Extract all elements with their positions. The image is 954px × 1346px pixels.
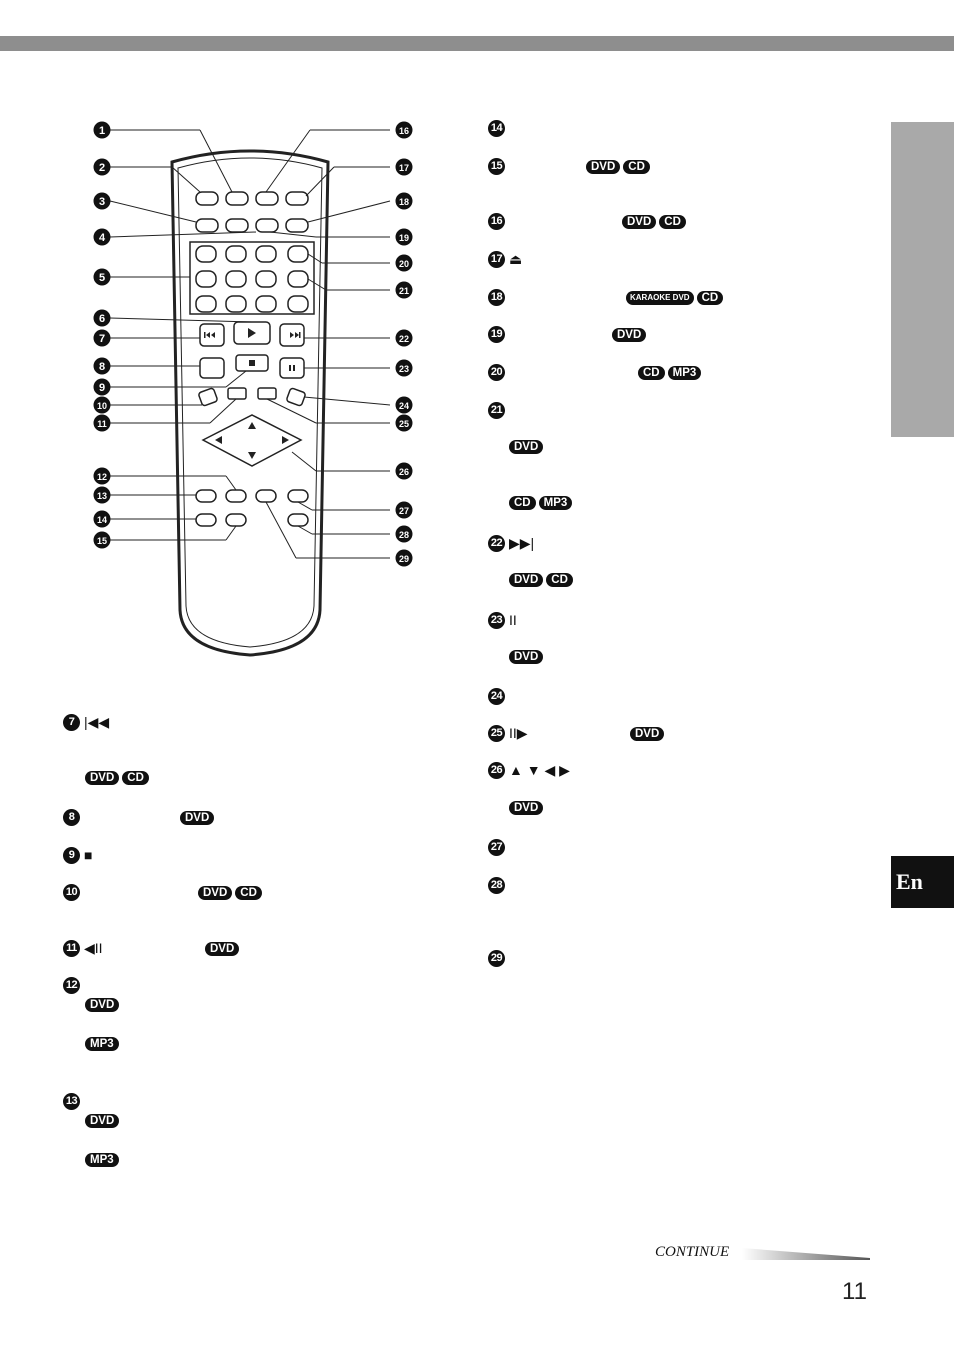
mp3-badge: MP3 [85, 1037, 119, 1051]
entry-number: 20 [488, 364, 505, 381]
right-callout-label: 22 [398, 333, 410, 344]
cd-badge: CD [659, 215, 686, 229]
dvd-badge: DVD [630, 727, 664, 741]
continue-arrow-bar [742, 1248, 870, 1262]
entry-21 [488, 400, 505, 420]
cd-badge: CD [638, 366, 665, 380]
dvd-badge: DVD [509, 573, 543, 587]
right-callout-label: 19 [398, 232, 410, 243]
entry-number: 16 [488, 213, 505, 230]
left-callout-label: 6 [98, 312, 106, 325]
entry-number: 9 [63, 847, 80, 864]
entry-23-badges [509, 648, 546, 666]
entry-number: 13 [63, 1093, 80, 1110]
right-callout-label: 16 [398, 125, 410, 136]
left-callout-label: 8 [98, 360, 106, 373]
cd-badge: CD [235, 886, 262, 900]
entry-10-badges [198, 884, 265, 902]
entry-22 [488, 533, 534, 553]
entry-number: 26 [488, 762, 505, 779]
entry-7-badges [85, 769, 152, 787]
entry-13-badges-dvd [85, 1112, 122, 1130]
entry-20 [488, 362, 505, 382]
entry-19 [488, 324, 505, 344]
entry-number: 10 [63, 884, 80, 901]
dvd-badge: DVD [586, 160, 620, 174]
entry-24 [488, 686, 505, 706]
left-callout-label: 11 [97, 418, 107, 429]
right-callout-label: 29 [398, 553, 410, 564]
entry-13 [63, 1091, 80, 1111]
entry-number: 19 [488, 326, 505, 343]
left-callout-label: 15 [96, 535, 108, 546]
mp3-badge: MP3 [539, 496, 573, 510]
left-callout-label: 4 [98, 231, 106, 244]
entry-number: 7 [63, 714, 80, 731]
slow-forward-icon: II▶ [509, 724, 528, 741]
remote-control-diagram [60, 110, 430, 670]
language-tab: En [891, 856, 954, 908]
left-callout-label: 1 [98, 124, 106, 137]
cd-badge: CD [509, 496, 536, 510]
entry-18 [488, 287, 505, 307]
right-callout-label: 27 [398, 505, 410, 516]
cd-badge: CD [122, 771, 149, 785]
entry-14 [488, 118, 505, 138]
right-callout-label: 26 [398, 466, 410, 477]
entry-8-badges [180, 809, 217, 827]
left-callout-label: 10 [96, 400, 108, 411]
entry-13-badges-mp3 [85, 1151, 122, 1169]
entry-20-badges [638, 364, 704, 382]
entry-number: 15 [488, 158, 505, 175]
entry-29 [488, 948, 505, 968]
entry-number: 12 [63, 977, 80, 994]
dvd-badge: DVD [180, 811, 214, 825]
entry-number: 24 [488, 688, 505, 705]
page-number: 11 [842, 1278, 867, 1305]
entry-26 [488, 760, 570, 780]
entry-17 [488, 249, 522, 269]
left-callout-label: 2 [98, 161, 106, 174]
dvd-badge: DVD [85, 998, 119, 1012]
dvd-badge: DVD [205, 942, 239, 956]
top-header-bar [0, 36, 954, 51]
entry-9 [63, 845, 92, 865]
entry-8 [63, 807, 80, 827]
entry-number: 21 [488, 402, 505, 419]
entry-19-badges [612, 326, 649, 344]
entry-12-badges-mp3 [85, 1035, 122, 1053]
cd-badge: CD [546, 573, 573, 587]
entry-25-badges [630, 725, 667, 743]
entry-15-badges [586, 158, 653, 176]
entry-number: 29 [488, 950, 505, 967]
entry-12-badges-dvd [85, 996, 122, 1014]
left-callout-label: 5 [98, 271, 106, 284]
dvd-badge: DVD [509, 440, 543, 454]
right-callout-label: 21 [398, 285, 410, 296]
right-callout-label: 18 [398, 196, 410, 207]
entry-15 [488, 156, 505, 176]
right-callout-label: 28 [398, 529, 410, 540]
entry-number: 17 [488, 251, 505, 268]
right-callout-label: 23 [398, 363, 410, 374]
continue-label: CONTINUE [655, 1244, 730, 1260]
entry-23 [488, 610, 517, 630]
dvd-badge: DVD [85, 771, 119, 785]
entry-18-badges [626, 289, 726, 307]
cursor-arrows-icon: ▲ ▼ ◀ ▶ [509, 761, 570, 778]
slow-reverse-icon: ◀II [84, 939, 103, 956]
dvd-badge: DVD [509, 801, 543, 815]
entry-22-badges [509, 571, 576, 589]
entry-11 [63, 938, 103, 958]
entry-number: 23 [488, 612, 505, 629]
entry-number: 27 [488, 839, 505, 856]
entry-26-badges [509, 799, 546, 817]
left-callout-label: 9 [98, 381, 106, 394]
dvd-badge: DVD [198, 886, 232, 900]
entry-21-badges-cd-mp3 [509, 494, 575, 512]
entry-number: 25 [488, 725, 505, 742]
entry-number: 11 [63, 940, 80, 957]
section-side-tab [891, 122, 954, 437]
cd-badge: CD [697, 291, 724, 305]
left-callout-label: 13 [96, 490, 108, 501]
entry-16 [488, 211, 505, 231]
karaoke-dvd-badge: KARAOKE DVD [626, 291, 694, 305]
eject-icon: ⏏ [509, 250, 523, 267]
right-callout-label: 24 [398, 400, 410, 411]
entry-7 [63, 712, 109, 732]
skip-back-icon: |◀◀ [84, 713, 110, 730]
skip-forward-icon: ▶▶| [509, 534, 535, 551]
entry-28 [488, 875, 505, 895]
entry-27 [488, 837, 505, 857]
entry-11-badges [205, 940, 242, 958]
entry-number: 28 [488, 877, 505, 894]
stop-icon: ■ [84, 847, 93, 863]
dvd-badge: DVD [85, 1114, 119, 1128]
right-callout-label: 20 [398, 258, 410, 269]
right-callout-label: 17 [398, 162, 410, 173]
left-callout-label: 14 [96, 514, 108, 525]
entry-25 [488, 723, 528, 743]
entry-number: 22 [488, 535, 505, 552]
entry-number: 18 [488, 289, 505, 306]
entry-12 [63, 975, 80, 995]
entry-number: 14 [488, 120, 505, 137]
dvd-badge: DVD [622, 215, 656, 229]
right-callout-label: 25 [398, 418, 410, 429]
entry-number: 8 [63, 809, 80, 826]
entry-21-badges-dvd [509, 438, 546, 456]
cd-badge: CD [623, 160, 650, 174]
mp3-badge: MP3 [668, 366, 702, 380]
mp3-badge: MP3 [85, 1153, 119, 1167]
dvd-badge: DVD [612, 328, 646, 342]
pause-icon: II [509, 612, 517, 628]
entry-16-badges [622, 213, 689, 231]
left-callout-label: 7 [98, 332, 106, 345]
left-callout-label: 3 [98, 195, 106, 208]
entry-10 [63, 882, 80, 902]
dvd-badge: DVD [509, 650, 543, 664]
left-callout-label: 12 [96, 471, 108, 482]
